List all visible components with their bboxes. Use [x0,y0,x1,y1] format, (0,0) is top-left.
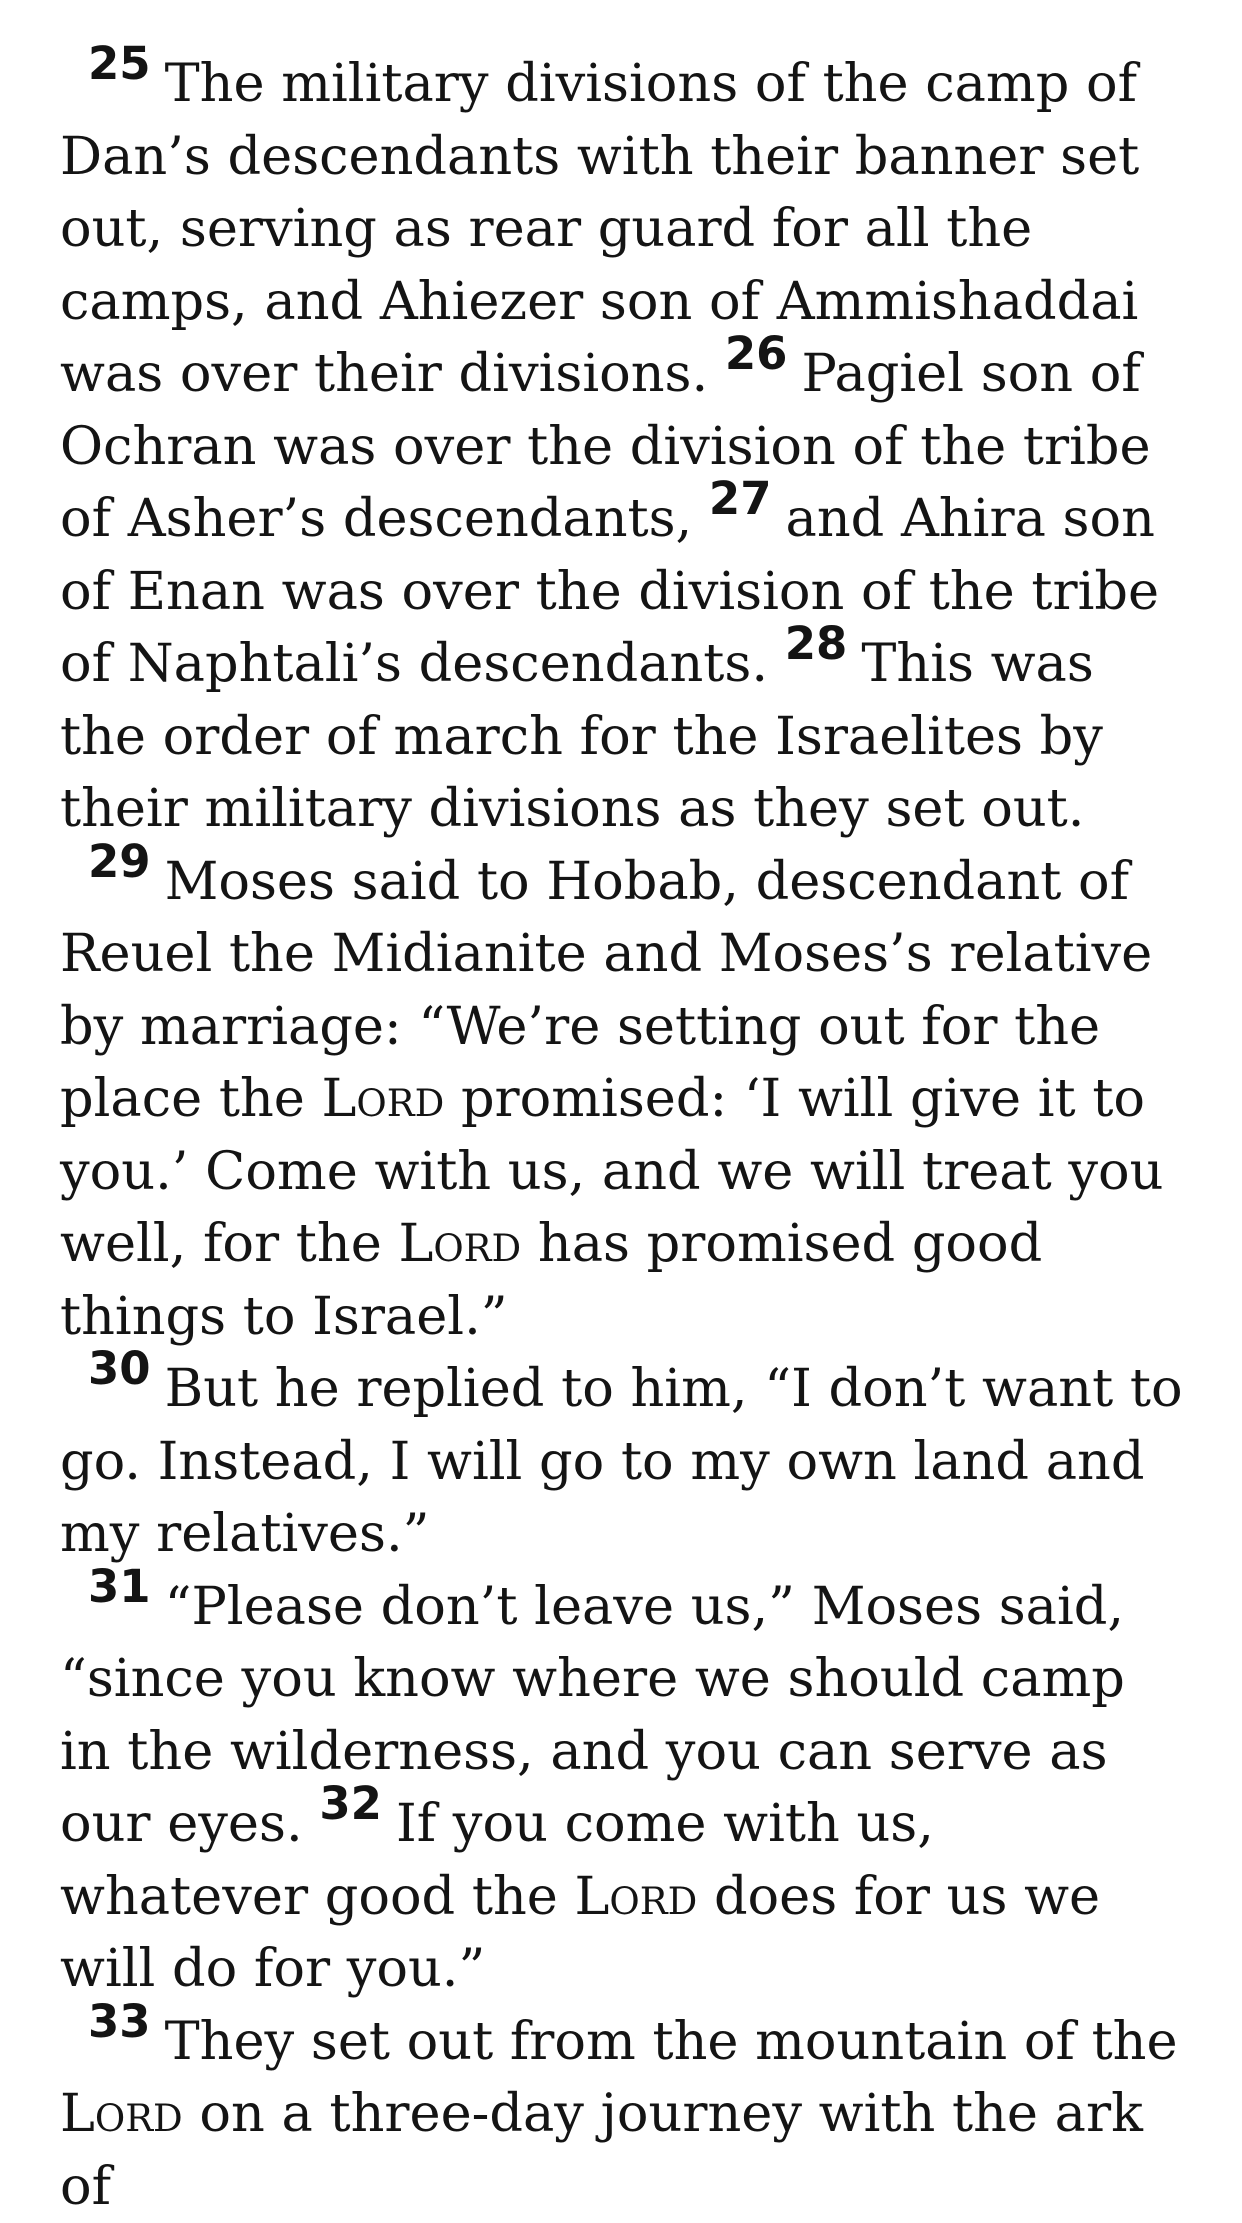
verse-text: “Please don’t leave us,” Moses said, “since you know where we should camp in the wilderness, and you can serve as our eyes. [60,1576,1125,1855]
verse-number[interactable]: 25 [88,37,151,90]
verse-text: If you come with us, whatever good the [60,1793,934,1927]
verse-text: Pagiel son of Ochran was over the division of the tribe of Asher’s descendants, [60,343,1151,549]
verse-text: has promised good things to Israel.” [60,1213,1042,1347]
verse-text: promised: ‘I will give it to you.’ Come with us, and we will treat you well, for the [60,1068,1163,1274]
verse-text: on a three-day journey with the ark of [60,2083,1143,2217]
lord-small-caps: Lord [575,1866,698,1927]
lord-small-caps: Lord [60,2083,183,2144]
verse-text: But he replied to him, “I don’t want to go. Instead, I will go to my own land and my relatives.” [60,1358,1183,1564]
verse-text: The military divisions of the camp of Dan’s descendants with their banner set out, serving as rear guard for all the camps, and Ahiezer son of Ammishaddai was over their divisions. [60,53,1139,404]
verse-number[interactable]: 30 [88,1342,151,1395]
verse-text: This was the order of march for the Israelites by their military divisions as they set out. [60,633,1103,839]
paragraph-verses-31-32 [60,1571,1190,2006]
verse-text: They set out from the mountain of the [165,2011,1178,2072]
paragraph-verse-33 [60,2006,1190,2223]
verse-number[interactable]: 27 [709,472,772,525]
paragraph-verses-25-28 [60,48,1190,846]
paragraph-verse-29 [60,846,1190,1354]
scripture-page [60,48,1190,2223]
verse-number[interactable]: 33 [88,1995,151,2048]
verse-text: does for us we will do for you.” [60,1866,1100,2000]
verse-number[interactable]: 29 [88,835,151,888]
lord-small-caps: Lord [322,1068,445,1129]
verse-text: Moses said to Hobab, descendant of Reuel the Midianite and Moses’s relative by marriage: “We’re setting out for the place the [60,851,1152,1130]
verse-number[interactable]: 26 [725,327,788,380]
lord-small-caps: Lord [398,1213,521,1274]
verse-text: and Ahira son of Enan was over the division of the tribe of Naphtali’s descendants. [60,488,1159,694]
verse-number[interactable]: 31 [88,1560,151,1613]
verse-number[interactable]: 28 [785,617,848,670]
paragraph-verse-30 [60,1353,1190,1571]
verse-number[interactable]: 32 [319,1777,382,1830]
